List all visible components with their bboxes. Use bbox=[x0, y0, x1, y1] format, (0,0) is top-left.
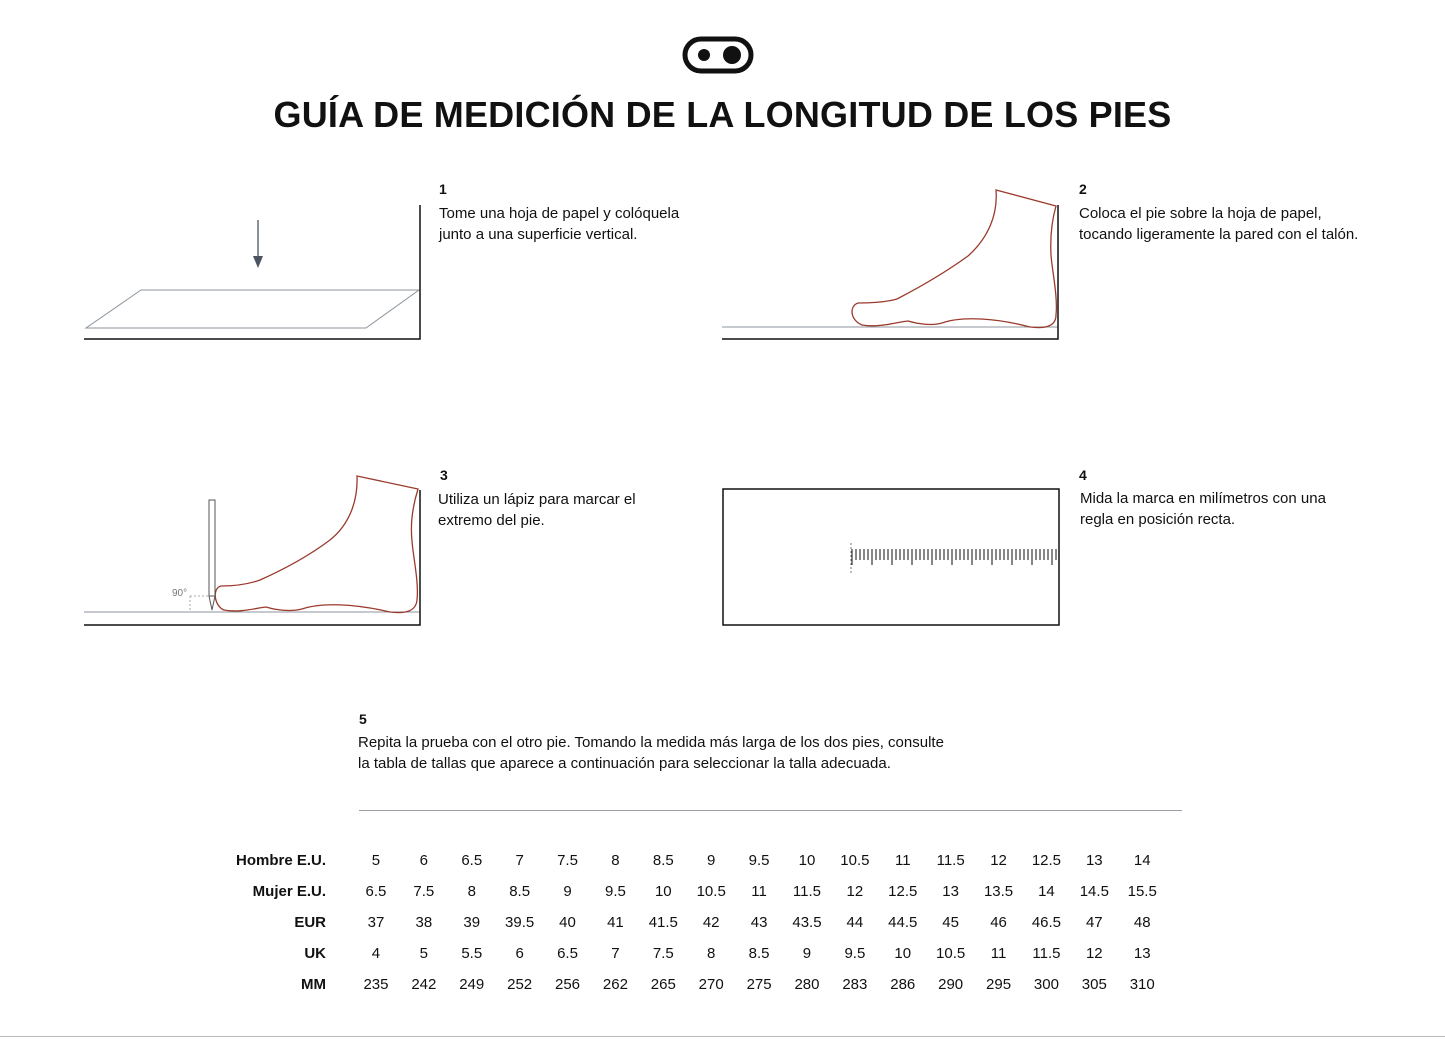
size-cell: 9 bbox=[707, 852, 716, 869]
step-2-text: Coloca el pie sobre la hoja de papel, tocando ligeramente la pared con el talón. bbox=[1079, 205, 1359, 243]
paper-sheet bbox=[86, 290, 419, 328]
size-cell: 4 bbox=[371, 945, 381, 962]
size-cell: 300 bbox=[1033, 976, 1059, 993]
size-cell: 39.5 bbox=[505, 914, 535, 931]
size-cell: 270 bbox=[698, 976, 724, 993]
size-cell: 5 bbox=[419, 945, 429, 962]
size-cell: 256 bbox=[555, 976, 581, 993]
size-cell: 6.5 bbox=[365, 883, 387, 900]
size-cell: 11.5 bbox=[936, 852, 965, 869]
size-cell: 5 bbox=[371, 852, 381, 869]
size-cell: 7 bbox=[515, 852, 524, 869]
ruler bbox=[852, 549, 1056, 565]
size-cell: 283 bbox=[842, 976, 868, 993]
size-cell: 8 bbox=[611, 852, 620, 869]
size-cell: 286 bbox=[890, 976, 916, 993]
size-cell: 44 bbox=[846, 914, 864, 931]
size-table-row bbox=[236, 876, 1166, 907]
size-cell: 12 bbox=[1085, 945, 1103, 962]
brand-logo-icon bbox=[682, 36, 754, 74]
row-label: Hombre E.U. bbox=[236, 852, 327, 869]
size-cell: 11 bbox=[990, 945, 1007, 962]
size-table-row bbox=[236, 845, 1166, 876]
size-cell: 13 bbox=[1133, 945, 1151, 962]
size-cell: 7.5 bbox=[652, 945, 674, 962]
size-cell: 41.5 bbox=[648, 914, 678, 931]
page-title: GUÍA DE MEDICIÓN DE LA LONGITUD DE LOS PIES bbox=[273, 94, 1172, 135]
size-cell: 41 bbox=[607, 914, 624, 931]
step-2-drawing bbox=[722, 190, 1058, 339]
step-3-drawing bbox=[84, 476, 420, 625]
size-cell: 280 bbox=[794, 976, 820, 993]
size-cell: 10.5 bbox=[936, 945, 966, 962]
size-cell: 8 bbox=[467, 883, 476, 900]
pencil bbox=[209, 500, 215, 596]
size-cell: 6.5 bbox=[557, 945, 578, 962]
size-cell: 8.5 bbox=[748, 945, 770, 962]
row-label: UK bbox=[304, 945, 327, 962]
size-cell: 42 bbox=[702, 914, 720, 931]
step-3-number: 3 bbox=[440, 467, 448, 483]
row-label: MM bbox=[301, 976, 327, 993]
size-cell: 249 bbox=[459, 976, 485, 993]
size-cell: 46 bbox=[990, 914, 1007, 931]
size-table-row bbox=[236, 969, 1166, 1000]
size-cell: 5.5 bbox=[461, 945, 483, 962]
size-cell: 10.5 bbox=[840, 852, 870, 869]
size-cell: 8 bbox=[707, 945, 716, 962]
size-cell: 8.5 bbox=[652, 852, 674, 869]
size-cell: 13.5 bbox=[983, 883, 1014, 900]
size-cell: 7.5 bbox=[557, 852, 578, 869]
size-cell: 9.5 bbox=[844, 945, 866, 962]
size-cell: 12 bbox=[846, 883, 864, 900]
size-cell: 40 bbox=[559, 914, 576, 931]
size-cell: 9.5 bbox=[748, 852, 770, 869]
size-cell: 47 bbox=[1085, 914, 1103, 931]
size-cell: 262 bbox=[602, 976, 628, 993]
step-4-text: Mida la marca en milímetros con una regla en posición recta. bbox=[1080, 490, 1326, 528]
step-1-number: 1 bbox=[439, 181, 447, 197]
size-cell: 14 bbox=[1038, 883, 1055, 900]
step-5-number: 5 bbox=[359, 711, 367, 727]
size-cell: 37 bbox=[367, 914, 385, 931]
size-table bbox=[236, 845, 1166, 1000]
foot-outline bbox=[852, 190, 1056, 328]
bottom-rule bbox=[0, 1036, 1445, 1037]
size-cell: 305 bbox=[1081, 976, 1107, 993]
wall-and-floor bbox=[84, 205, 420, 339]
size-cell: 46.5 bbox=[1031, 914, 1062, 931]
size-cell: 11 bbox=[894, 852, 911, 869]
size-cell: 11.5 bbox=[792, 883, 822, 900]
size-cell: 45 bbox=[942, 914, 959, 931]
angle-label: 90° bbox=[172, 588, 188, 599]
size-cell: 15.5 bbox=[1127, 883, 1157, 900]
size-cell: 8.5 bbox=[509, 883, 531, 900]
size-table-row bbox=[236, 907, 1166, 938]
size-cell: 6 bbox=[419, 852, 429, 869]
size-cell: 14 bbox=[1133, 852, 1151, 869]
down-arrow-icon bbox=[253, 256, 263, 268]
size-cell: 6 bbox=[515, 945, 524, 962]
size-cell: 235 bbox=[363, 976, 389, 993]
size-cell: 13 bbox=[1085, 852, 1103, 869]
size-cell: 12.5 bbox=[888, 883, 918, 900]
size-cell: 13 bbox=[942, 883, 959, 900]
size-cell: 7.5 bbox=[413, 883, 435, 900]
size-cell: 14.5 bbox=[1079, 883, 1109, 900]
size-cell: 43 bbox=[750, 914, 768, 931]
size-cell: 242 bbox=[411, 976, 437, 993]
size-cell: 11 bbox=[751, 883, 767, 900]
step-3-text: Utiliza un lápiz para marcar el extremo del pie. bbox=[438, 491, 636, 529]
size-cell: 44.5 bbox=[888, 914, 918, 931]
size-cell: 12.5 bbox=[1031, 852, 1062, 869]
size-cell: 10.5 bbox=[696, 883, 726, 900]
size-table-row bbox=[236, 938, 1166, 969]
size-cell: 43.5 bbox=[792, 914, 822, 931]
divider bbox=[359, 810, 1182, 811]
size-cell: 252 bbox=[507, 976, 533, 993]
size-cell: 48 bbox=[1133, 914, 1151, 931]
size-cell: 7 bbox=[611, 945, 620, 962]
row-label: Mujer E.U. bbox=[252, 883, 327, 900]
size-cell: 39 bbox=[463, 914, 481, 931]
step-5-text: Repita la prueba con el otro pie. Tomando la medida más larga de los dos pies, consulte la tabla de tallas que aparece a continuación para seleccionar la talla adecuada. bbox=[358, 734, 944, 772]
foot-outline-3 bbox=[215, 476, 418, 613]
size-cell: 38 bbox=[415, 914, 433, 931]
size-cell: 6.5 bbox=[461, 852, 483, 869]
step-4-number: 4 bbox=[1079, 467, 1087, 483]
size-cell: 295 bbox=[986, 976, 1012, 993]
size-cell: 9.5 bbox=[604, 883, 626, 900]
step-4-drawing bbox=[723, 489, 1059, 625]
size-cell: 10 bbox=[798, 852, 816, 869]
step-1-drawing bbox=[84, 205, 420, 339]
row-label: EUR bbox=[294, 914, 327, 931]
size-cell: 265 bbox=[650, 976, 676, 993]
size-cell: 275 bbox=[746, 976, 772, 993]
size-cell: 10 bbox=[894, 945, 912, 962]
size-cell: 10 bbox=[654, 883, 672, 900]
size-cell: 11.5 bbox=[1032, 945, 1061, 962]
size-cell: 12 bbox=[990, 852, 1007, 869]
size-cell: 9 bbox=[563, 883, 572, 900]
size-cell: 290 bbox=[938, 976, 964, 993]
size-cell: 310 bbox=[1129, 976, 1155, 993]
paper-frame bbox=[723, 489, 1059, 625]
size-cell: 9 bbox=[802, 945, 812, 962]
step-1-text: Tome una hoja de papel y colóquela junto a una superficie vertical. bbox=[439, 205, 680, 243]
step-2-number: 2 bbox=[1079, 181, 1087, 197]
